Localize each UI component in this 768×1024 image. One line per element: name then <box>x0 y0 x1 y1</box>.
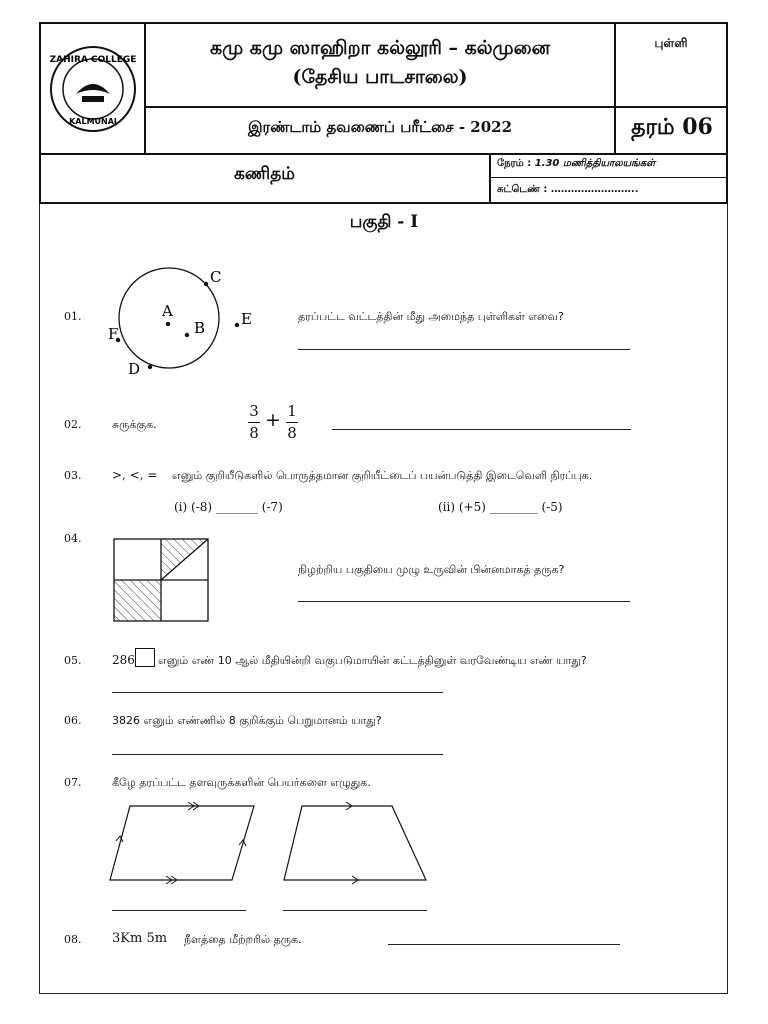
answer-line[interactable] <box>388 944 620 945</box>
plus-sign: + <box>265 409 281 431</box>
question-text: எனும் எண் 10 ஆல் மீதியின்றி வகுபடுமாயின் கட்டத்தினுள் வரவேண்டிய எண் யாது? <box>158 654 587 667</box>
question-text: தரப்பட்ட வட்டத்தின் மீது அமைந்த புள்ளிகள் எவை? <box>298 310 564 323</box>
question-number: 08. <box>64 933 82 946</box>
point-label-c: C <box>210 268 222 286</box>
question-text: கீழே தரப்பட்ட தளவுருக்களின் பெயர்களை எழுதுக. <box>112 776 371 789</box>
given-number: 286 <box>112 653 135 667</box>
logo-text-top: ZAHIRA COLLEGE <box>49 55 137 65</box>
point-label-f: F <box>108 325 119 343</box>
grade-label: தரம் 06 <box>631 114 713 140</box>
fraction-denominator: 8 <box>249 424 259 442</box>
header-divider <box>144 106 728 108</box>
answer-line[interactable] <box>298 601 630 602</box>
answer-line[interactable] <box>112 910 246 911</box>
question-part-ii: (ii) (+5) ________ (-5) <box>438 500 563 514</box>
question-text: நிழற்றிய பகுதியை முழு உருவின் பின்னமாகத் தருக? <box>298 563 565 576</box>
question-text: எனும் குறியீடுகளில் பொருத்தமான குறியீட்டைப் பயன்படுத்தி இடைவெளி நிரப்புக. <box>172 469 593 482</box>
question-number: 01. <box>64 310 82 323</box>
point-label-d: D <box>128 360 141 378</box>
question-text: 3826 எனும் எண்ணில் 8 குறிக்கும் பெறுமானம் யாது? <box>112 714 382 727</box>
header-divider <box>144 22 146 154</box>
question-number: 07. <box>64 776 82 789</box>
point-label-b: B <box>194 319 206 337</box>
question-number: 02. <box>64 418 82 431</box>
index-field: சுட்டெண் : …………………….. <box>497 184 639 195</box>
section-title: பகுதி - I <box>349 212 419 232</box>
given-length: 3Km 5m <box>112 931 168 946</box>
fraction-numerator: 1 <box>287 402 297 420</box>
college-logo <box>46 44 140 134</box>
answer-line[interactable] <box>298 349 630 350</box>
marks-label: புள்ளி <box>654 36 688 50</box>
time-value: 1.30 மணித்தியாலயங்கள் <box>531 158 656 169</box>
school-name: கமு கமு ஸாஹிறா கல்லூரி – கல்முனை <box>209 37 551 59</box>
point-label-a: A <box>162 302 173 320</box>
fraction-bar <box>286 422 298 423</box>
question-text: நீளத்தை மீற்றரில் தருக. <box>184 933 302 946</box>
fraction-denominator: 8 <box>287 424 297 442</box>
fraction-numerator: 3 <box>249 402 259 420</box>
answer-box[interactable] <box>135 648 155 667</box>
time-label: நேரம் : <box>497 158 532 169</box>
answer-line[interactable] <box>332 429 631 430</box>
answer-line[interactable] <box>112 692 443 693</box>
school-type: (தேசிய பாடசாலை) <box>292 66 468 88</box>
trapezium-shape <box>282 802 432 886</box>
question-number: 04. <box>64 532 82 545</box>
time-field <box>497 158 655 170</box>
comparison-symbols: >, <, = <box>112 468 158 482</box>
question-part-i: (i) (-8) _______ (-7) <box>174 500 283 514</box>
question-number: 05. <box>64 654 82 667</box>
answer-line[interactable] <box>283 910 427 911</box>
header-divider <box>489 177 728 178</box>
question-number: 03. <box>64 469 82 482</box>
answer-line[interactable] <box>112 754 443 755</box>
header-divider <box>489 153 491 204</box>
shaded-grid-diagram <box>112 537 212 623</box>
question-number: 06. <box>64 714 82 727</box>
question-text: சுருக்குக. <box>112 418 157 431</box>
logo-text-bottom: KALMUNAI <box>69 117 117 126</box>
exam-title: இரண்டாம் தவணைப் பரீட்சை - 2022 <box>247 118 513 136</box>
circle-diagram <box>100 262 270 382</box>
parallelogram-shape <box>108 800 258 886</box>
header-divider <box>39 153 728 155</box>
subject-title: கணிதம் <box>234 164 295 184</box>
point-label-e: E <box>241 310 252 328</box>
fraction-bar <box>248 422 260 423</box>
